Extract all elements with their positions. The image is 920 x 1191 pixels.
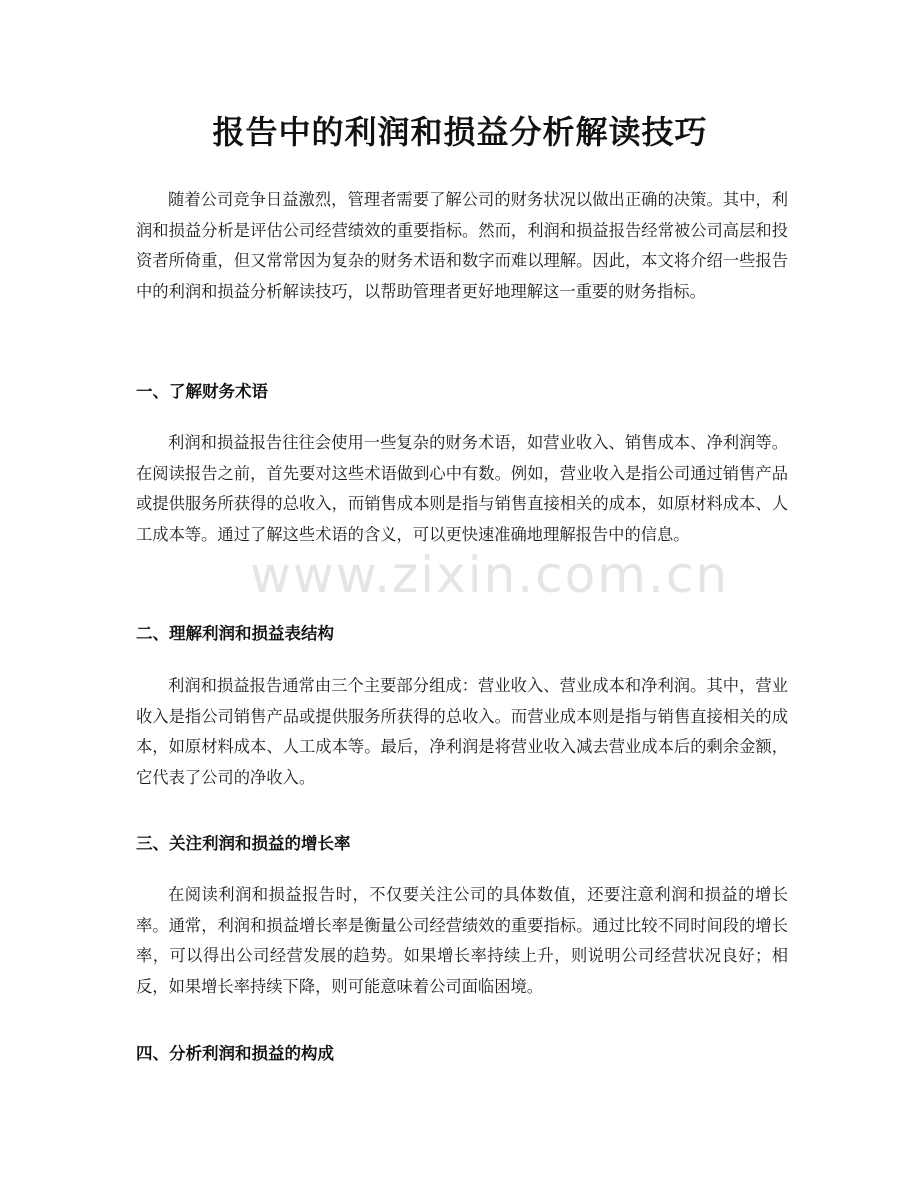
section-1-heading: 一、了解财务术语 bbox=[136, 382, 268, 401]
intro-paragraph: 随着公司竞争日益激烈，管理者需要了解公司的财务状况以做出正确的决策。其中，利润和损益分析是评估公司经营绩效的重要指标。然而，利润和损益报告经常被公司高层和投资者所倚重，但又常常因为复杂的财务术语和数字而难以理解。因此，本文将介绍一些报告中的利润和损益分析解读技巧，以帮助管理者更好地理解这一重要的财务指标。 bbox=[136, 190, 788, 301]
section-3-paragraph: 在阅读利润和损益报告时，不仅要关注公司的具体数值，还要注意利润和损益的增长率。通常，利润和损益增长率是衡量公司经营绩效的重要指标。通过比较不同时间段的增长率，可以得出公司经营发展的趋势。如果增长率持续上升，则说明公司经营状况良好；相反，如果增长率持续下降，则可能意味着公司面临困境。 bbox=[136, 885, 788, 996]
document-title: 报告中的利润和损益分析解读技巧 bbox=[212, 113, 708, 151]
section-4-heading: 四、分析利润和损益的构成 bbox=[136, 1044, 334, 1063]
watermark-text: www.zixin.com.cn bbox=[250, 546, 730, 604]
section-2-paragraph: 利润和损益报告通常由三个主要部分组成：营业收入、营业成本和净利润。其中，营业收入是指公司销售产品或提供服务所获得的总收入。而营业成本则是指与销售直接相关的成本，如原材料成本、人工成本等。最后，净利润是将营业收入减去营业成本后的剩余金额，它代表了公司的净收入。 bbox=[136, 676, 788, 787]
section-3-heading: 三、关注利润和损益的增长率 bbox=[136, 834, 351, 853]
section-1-paragraph: 利润和损益报告往往会使用一些复杂的财务术语，如营业收入、销售成本、净利润等。在阅读报告之前，首先要对这些术语做到心中有数。例如，营业收入是指公司通过销售产品或提供服务所获得的总收入，而销售成本则是指与销售直接相关的成本，如原材料成本、人工成本等。通过了解这些术语的含义，可以更快速准确地理解报告中的信息。 bbox=[136, 433, 788, 544]
section-2-heading: 二、理解利润和损益表结构 bbox=[136, 624, 334, 643]
